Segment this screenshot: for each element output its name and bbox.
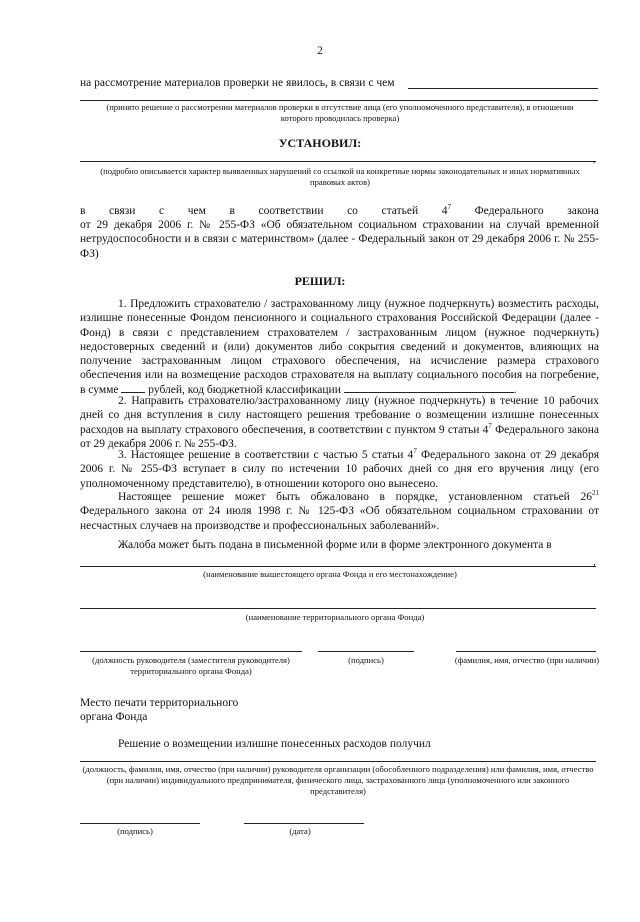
fill-line [408,88,598,89]
received-text: Решение о возмещении излишне понесенных расходов получил [118,738,431,750]
bottom-date-line [244,823,364,824]
heading-ustanovil: УСТАНОВИЛ: [278,136,362,150]
appeal-paragraph: Настоящее решение может быть обжаловано в порядке, установленном статьей $26^{21}$ Федерального закона от 24 июля 1998 г. № 125-ФЗ «Об обязательном социальном страховании от несчастных случаев на производстве и профессиональных заболеваний». [80,489,599,532]
complaint-paragraph: Жалоба может быть подана в письменной форме или в форме электронного документа в [118,539,552,551]
comma-mark: , [593,556,596,568]
fill-line [80,566,596,567]
caption-signature: (подпись) [348,655,384,665]
caption-decision-absence: (принято решение о рассмотрении материалов проверки в отсутствие лица (его уполномоченного представителя), в отношении которого проводилась проверка) [106,102,574,123]
decision-item-2: 2. Направить страхователю/застрахованному лицу (нужное подчеркнуть) в течение 10 рабочих дней со дня вступления в силу настоящего решения требование о возмещении излишне понесенных расходов на выплату страхового обеспечения, в соответствии с пунктом 9 статьи $4^7$ Федерального закона от 29 декабря 2006 г. № 255-ФЗ. [80,395,599,450]
no-show-text: на рассмотрение материалов проверки не явилось, в связи с чем [80,77,395,89]
name-line [456,651,596,652]
bottom-signature-line [80,823,200,824]
law-paragraph-rest: от 29 декабря 2006 г. № 255-ФЗ «Об обязательном социальном страховании на случай временной нетрудоспособности и в связи с материнством» (далее - Федеральный закон от 29 декабря 2006 г. № 255-ФЗ) [80,219,599,260]
caption-violations: (подробно описывается характер выявленных нарушений со ссылкой на конкретные нормы законодательных и иных нормативных правовых актов) [100,166,580,187]
stamp-place: Место печати территориального органа Фонда [80,697,239,724]
caption-position: (должность руководителя (заместителя руководителя) территориального органа Фонда) [92,655,290,676]
position-line [80,651,302,652]
caption-territorial-body: (наименование территориального органа Фонда) [245,612,425,622]
caption-higher-body: (наименование вышестоящего органа Фонда и его местонахождение) [203,569,457,579]
heading-reshil: РЕШИЛ: [294,274,346,288]
decision-item-1: 1. Предложить страхователю / застрахованному лицу (нужное подчеркнуть) возместить расходы, излишне понесенные Фондом пенсионного и социального страхования Российской Федерации (далее - Фонд) в связи с представлением страхователем / застрахованным лицом (нужное подчеркнуть) недостоверных сведений и (или) документов либо сокрытия сведений и документов, влияющих на получение застрахованным лицом страхового обеспечения, на исчисление размера страхового обеспечения или на возмещение расходов страхователя на выплату социального пособия на погребение, в сумме рублей, код бюджетной классификации . [80,298,599,396]
caption-name: (фамилия, имя, отчество (при наличии) [454,655,600,665]
page-number: 2 [317,45,323,57]
signature-line [318,651,414,652]
caption-receiver: (должность, фамилия, имя, отчество (при наличии) руководителя организации (обособленного подразделения) или фамилия, имя, отчество (при наличии) индивидуального предпринимателя, физического лица, застрахованного лица (уполномоченного или законного представителя) [82,764,594,796]
law-paragraph-line1: в связи с чем в соответствии со статьей $4^7$ Федерального закона [80,203,599,217]
sum-blank [121,383,145,393]
bottom-caption-date: (дата) [289,826,311,836]
kbk-blank [344,383,514,393]
fill-line [80,100,598,101]
decision-item-3: 3. Настоящее решение в соответствии с частью 5 статьи $4^7$ Федерального закона от 29 декабря 2006 г. № 255-ФЗ вступает в силу по истечении 10 рабочих дней со дня его вручения лицу (его уполномоченному представителю), в отношении которого оно вынесено. [80,447,599,490]
fill-line [80,761,596,762]
fill-line [80,608,596,609]
bottom-caption-signature: (подпись) [117,826,153,836]
comma-mark: , [593,153,596,165]
fill-line [80,161,596,162]
